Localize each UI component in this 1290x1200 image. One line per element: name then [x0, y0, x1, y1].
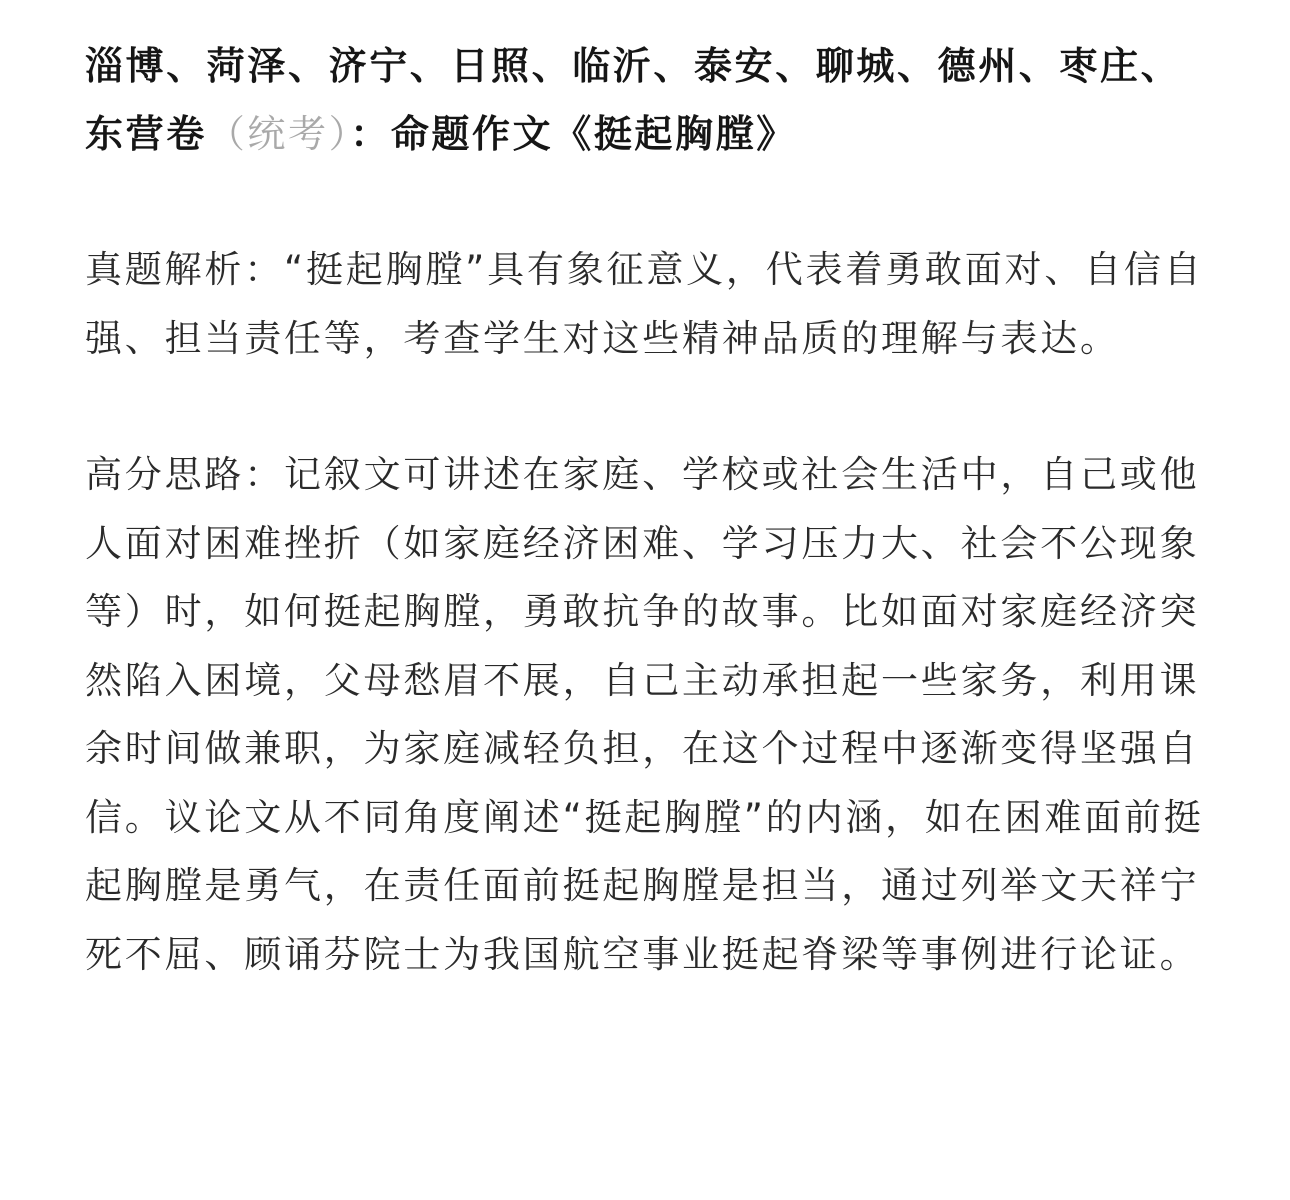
exam-tag: （统考）	[206, 112, 351, 156]
analysis-text: “挺起胸膛”具有象征意义，代表着勇敢面对、自信自强、担当责任等，考查学生对这些精神品质的理解与表达。	[85, 248, 1204, 360]
approach-text: 记叙文可讲述在家庭、学校或社会生活中，自己或他人面对困难挫折（如家庭经济困难、学习压力大、社会不公现象等）时，如何挺起胸膛，勇敢抗争的故事。比如面对家庭经济突然陷入困境，父母愁眉不展，自己主动承担起一些家务，利用课余时间做兼职，为家庭减轻负担，在这个过程中逐渐变得坚强自信。议论文从不同角度阐述“挺起胸膛”的内涵，如在困难面前挺起胸膛是勇气，在责任面前挺起胸膛是担当，通过列举文天祥宁死不屈、顾诵芬院士为我国航空事业挺起脊梁等事例进行论证。	[85, 453, 1204, 976]
exam-heading	[85, 32, 1205, 168]
approach-paragraph	[85, 441, 1205, 989]
article-body	[85, 32, 1205, 989]
analysis-label: 真题解析：	[85, 248, 284, 291]
essay-topic: ：命题作文《挺起胸膛》	[350, 112, 797, 156]
approach-label: 高分思路：	[85, 453, 284, 496]
exam-region: 淄博、菏泽、济宁、日照、临沂、泰安、聊城、德州、枣庄、东营卷	[85, 44, 1182, 156]
analysis-paragraph	[85, 236, 1205, 373]
